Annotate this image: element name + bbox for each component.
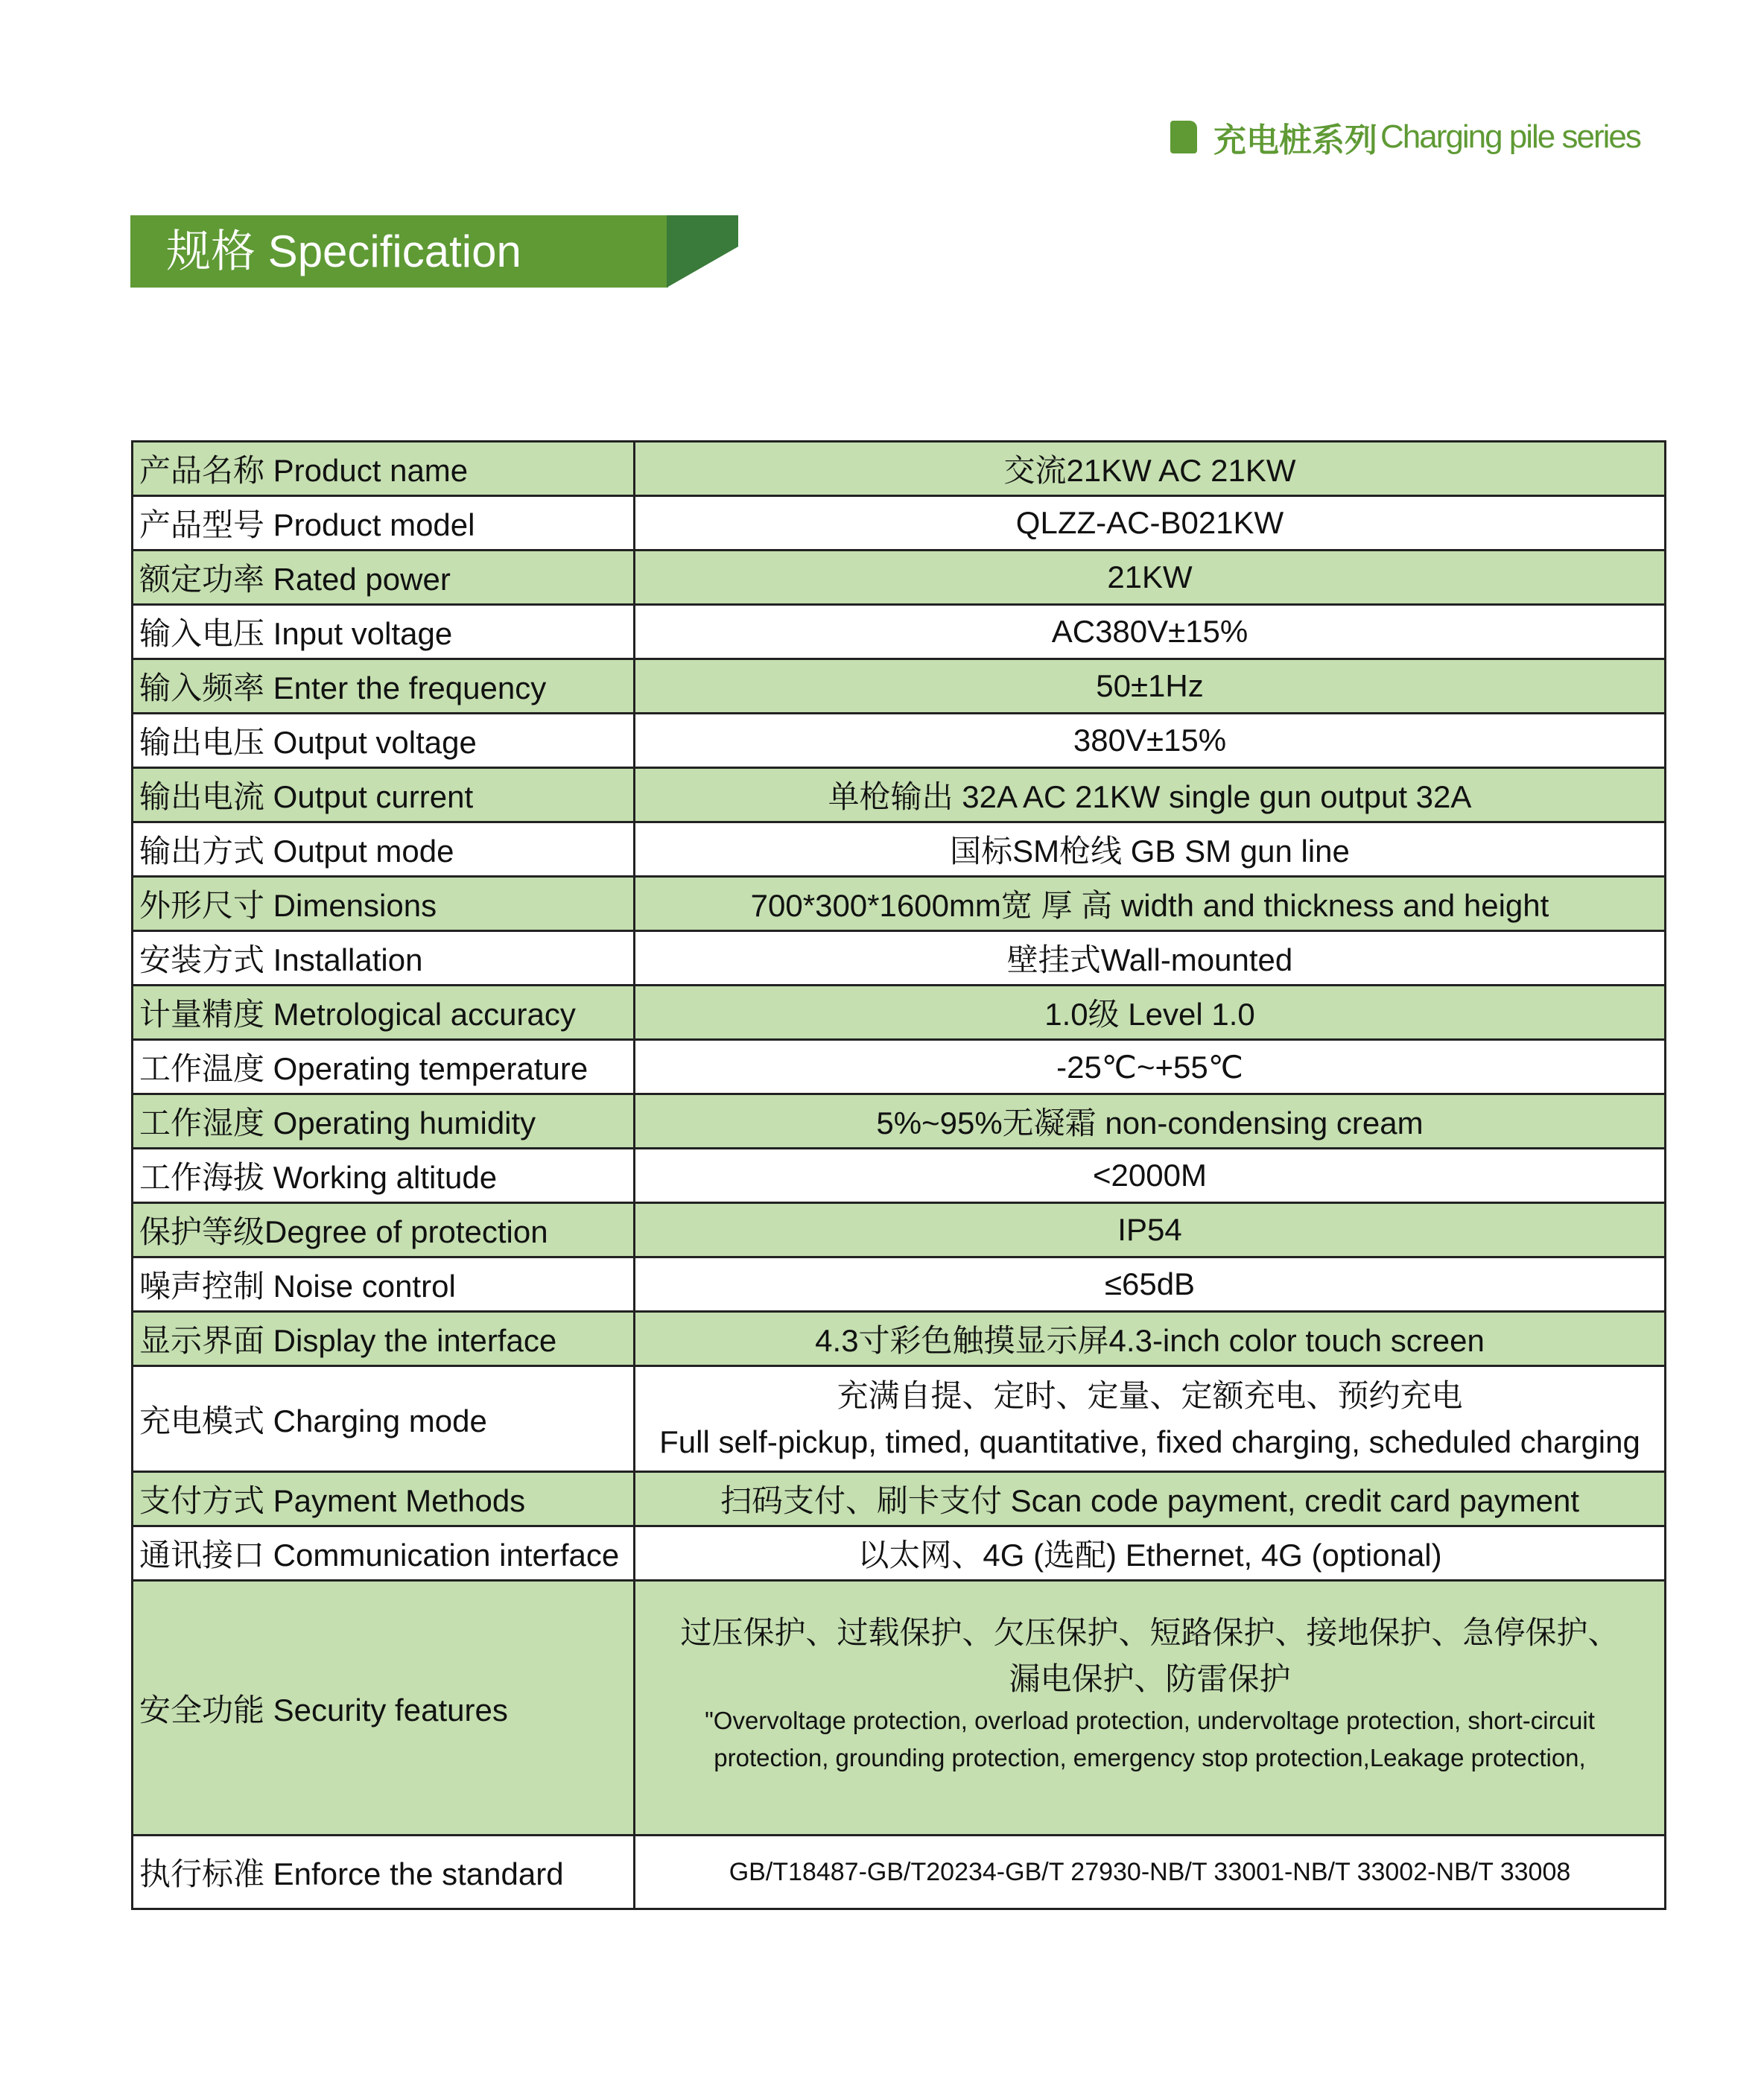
- spec-value-line: 21KW: [1107, 559, 1193, 594]
- table-row: [133, 659, 1666, 714]
- spec-value-line: AC380V±15%: [1051, 614, 1248, 649]
- spec-value-line: <2000M: [1093, 1158, 1207, 1193]
- spec-value: [635, 877, 1666, 931]
- spec-value-en-line: "Overvoltage protection, overload protection, undervoltage protection, short-circuit: [705, 1706, 1595, 1734]
- spec-label: 支付方式 Payment Methods: [133, 1472, 635, 1526]
- spec-value-line: 充满自提、定时、定量、定额充电、预约充电: [837, 1377, 1463, 1413]
- table-row: [133, 1257, 1666, 1312]
- spec-value: [635, 1526, 1666, 1581]
- spec-value-line: 50±1Hz: [1096, 668, 1204, 703]
- table-row: [133, 442, 1666, 496]
- spec-label: 安装方式 Installation: [133, 931, 635, 986]
- spec-value: [635, 1366, 1666, 1472]
- table-row: [133, 768, 1666, 822]
- spec-value-line: 壁挂式Wall-mounted: [1006, 942, 1293, 977]
- spec-label: 额定功率 Rated power: [133, 551, 635, 605]
- table-row: [133, 1526, 1666, 1581]
- table-row: [133, 551, 1666, 605]
- spec-value: [635, 768, 1666, 822]
- table-row: [133, 496, 1666, 551]
- spec-value-en-line: protection, grounding protection, emergency stop protection,Leakage protection,: [714, 1743, 1586, 1771]
- table-row: [133, 1366, 1666, 1472]
- series-title-en: Charging pile series: [1380, 118, 1640, 155]
- spec-value: [635, 1257, 1666, 1312]
- table-row: [133, 1094, 1666, 1149]
- spec-value-line: 700*300*1600mm宽 厚 高 width and thickness and height: [750, 888, 1549, 923]
- spec-label: 执行标准 Enforce the standard: [133, 1836, 635, 1909]
- table-row: [133, 1040, 1666, 1094]
- spec-value: [635, 1094, 1666, 1149]
- spec-label: 工作海拔 Working altitude: [133, 1149, 635, 1203]
- spec-label: 显示界面 Display the interface: [133, 1312, 635, 1366]
- spec-value: [635, 659, 1666, 714]
- spec-value: [635, 1836, 1666, 1909]
- spec-label: 通讯接口 Communication interface: [133, 1526, 635, 1581]
- spec-label: 工作温度 Operating temperature: [133, 1040, 635, 1094]
- spec-value: [635, 496, 1666, 551]
- table-row: [133, 1312, 1666, 1366]
- section-banner: [130, 215, 738, 288]
- spec-label: 产品型号 Product model: [133, 496, 635, 551]
- spec-value: [635, 986, 1666, 1040]
- series-marker-icon: [1170, 121, 1197, 153]
- spec-value-line: -25℃~+55℃: [1056, 1049, 1243, 1085]
- spec-label: 充电模式 Charging mode: [133, 1366, 635, 1472]
- spec-label: 保护等级Degree of protection: [133, 1203, 635, 1257]
- spec-value-line: 380V±15%: [1073, 723, 1227, 758]
- spec-label: 输出电压 Output voltage: [133, 714, 635, 768]
- spec-label: 输出电流 Output current: [133, 768, 635, 822]
- spec-label: 输入频率 Enter the frequency: [133, 659, 635, 714]
- spec-value-line: 4.3寸彩色触摸显示屏4.3-inch color touch screen: [815, 1323, 1485, 1358]
- table-row: [133, 822, 1666, 877]
- spec-value: [635, 1203, 1666, 1257]
- spec-label: 工作湿度 Operating humidity: [133, 1094, 635, 1149]
- series-header: [1170, 113, 1640, 161]
- spec-value-line: 扫码支付、刷卡支付 Scan code payment, credit card payment: [720, 1483, 1580, 1518]
- table-row: [133, 986, 1666, 1040]
- spec-value: [635, 551, 1666, 605]
- spec-value-line: QLZZ-AC-B021KW: [1015, 505, 1284, 540]
- spec-value: [635, 1149, 1666, 1203]
- spec-label: 计量精度 Metrological accuracy: [133, 986, 635, 1040]
- table-row: [133, 605, 1666, 659]
- spec-label: 噪声控制 Noise control: [133, 1257, 635, 1312]
- spec-value-line: IP54: [1117, 1212, 1182, 1247]
- spec-value-line: 漏电保护、防雷保护: [1009, 1660, 1291, 1696]
- spec-value-line: 国标SM枪线 GB SM gun line: [950, 834, 1350, 869]
- spec-label: 输入电压 Input voltage: [133, 605, 635, 659]
- table-row: [133, 877, 1666, 931]
- spec-label: 外形尺寸 Dimensions: [133, 877, 635, 931]
- spec-value: [635, 822, 1666, 877]
- standard-list: GB/T18487-GB/T20234-GB/T 27930-NB/T 33001-NB/T 33002-NB/T 33008: [729, 1857, 1571, 1886]
- banner-corner-decoration: [667, 215, 738, 288]
- table-row: [133, 1836, 1666, 1909]
- spec-value: [635, 605, 1666, 659]
- spec-label: 安全功能 Security features: [133, 1581, 635, 1836]
- spec-value-line: 单枪输出 32A AC 21KW single gun output 32A: [828, 779, 1472, 814]
- table-row: [133, 931, 1666, 986]
- spec-value-line: 1.0级 Level 1.0: [1044, 997, 1255, 1032]
- table-row: [133, 1472, 1666, 1526]
- spec-label: 输出方式 Output mode: [133, 822, 635, 877]
- spec-value: [635, 1581, 1666, 1836]
- series-title-zh: 充电桩系列: [1213, 122, 1377, 159]
- spec-value-line: 以太网、4G (选配) Ethernet, 4G (optional): [857, 1538, 1442, 1573]
- spec-label: 产品名称 Product name: [133, 442, 635, 496]
- spec-value-line: 交流21KW AC 21KW: [1003, 453, 1296, 488]
- section-title: 规格 Specification: [166, 226, 521, 276]
- spec-value-line: ≤65dB: [1104, 1266, 1196, 1301]
- table-row: [133, 714, 1666, 768]
- spec-value: [635, 714, 1666, 768]
- spec-value: [635, 1472, 1666, 1526]
- spec-value: [635, 442, 1666, 496]
- table-row: [133, 1581, 1666, 1836]
- table-row: [133, 1149, 1666, 1203]
- table-row: [133, 1203, 1666, 1257]
- spec-value: [635, 1040, 1666, 1094]
- spec-value: [635, 931, 1666, 986]
- spec-value-line: 5%~95%无凝霜 non-condensing cream: [876, 1105, 1424, 1141]
- spec-value-line: Full self-pickup, timed, quantitative, fixed charging, scheduled charging: [659, 1424, 1640, 1459]
- spec-value-line: 过压保护、过载保护、欠压保护、短路保护、接地保护、急停保护、: [680, 1614, 1619, 1650]
- spec-value: [635, 1312, 1666, 1366]
- spec-table: [131, 440, 1666, 1910]
